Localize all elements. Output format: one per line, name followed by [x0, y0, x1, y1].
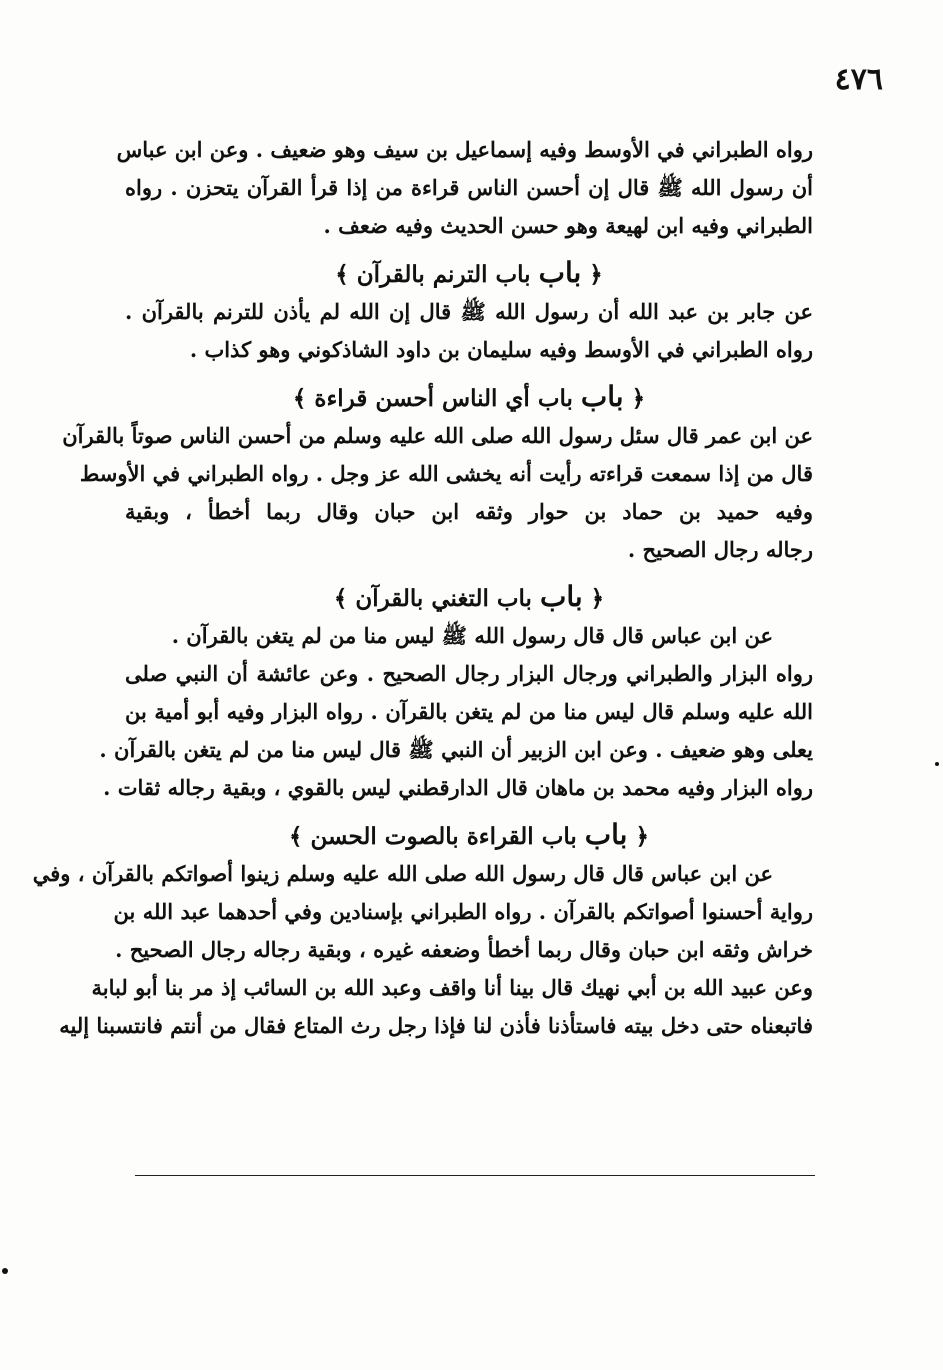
text-line: رواه الطبراني في الأوسط وفيه سليمان بن داود الشاذكوني وهو كذاب . [189, 337, 813, 362]
text-line: رواه البزار والطبراني ورجال البزار رجال الصحيح . وعن عائشة أن النبي صلى [125, 661, 813, 686]
section-sawt-hasan [32, 811, 813, 1049]
page-edge-mark [2, 1268, 8, 1274]
text-line: عن ابن عباس قال قال رسول الله صلى الله عليه وسلم زينوا أصواتكم بالقرآن ، وفي [32, 861, 773, 886]
section-ahsan-qiraa [62, 373, 813, 573]
text-line: وعن عبيد الله بن أبي نهيك قال بينا أنا واقف وعبد الله بن السائب إذ مر بنا أبو لبابة [91, 975, 813, 1000]
text-line: فاتبعناه حتى دخل بيته فاستأذنا فأذن لنا فإذا رجل رث المتاع فقال من أنتم فانتسبنا إليه [59, 1013, 813, 1038]
chapter-heading-bab: باب [580, 380, 624, 413]
page-edge-mark [935, 762, 939, 766]
text-line: رواه البزار وفيه محمد بن ماهان قال الدارقطني ليس بالقوي ، وبقية رجاله ثقات . [103, 775, 813, 800]
chapter-heading-title: باب التغني بالقرآن [355, 585, 532, 612]
text-line: يعلى وهو ضعيف . وعن ابن الزبير أن النبي ﷺ قال ليس منا من لم يتغن بالقرآن . [99, 737, 813, 762]
section-taghanni [99, 573, 813, 811]
text-line: أن رسول الله ﷺ قال إن أحسن الناس قراءة من إذا قرأ القرآن يتحزن . رواه [125, 175, 813, 200]
text-line: رجاله رجال الصحيح . [627, 537, 813, 562]
text-line: الطبراني وفيه ابن لهيعة وهو حسن الحديث وفيه ضعف . [323, 213, 813, 238]
chapter-heading: ﴿ باب باب القراءة بالصوت الحسن ﴾ [289, 818, 649, 851]
text-line: عن ابن عمر قال سئل رسول الله صلى الله عليه وسلم من أحسن الناس صوتاً بالقرآن [62, 423, 813, 448]
section-tarannum [125, 249, 813, 373]
divider-line [135, 1175, 815, 1176]
text-line: الله عليه وسلم قال ليس منا من لم يتغن بالقرآن . رواه البزار وفيه أبو أمية بن [125, 699, 813, 724]
text-line: عن ابن عباس قال قال رسول الله ﷺ ليس منا من لم يتغن بالقرآن . [171, 623, 773, 648]
chapter-heading-title: باب الترنم بالقرآن [356, 261, 531, 288]
chapter-heading: ﴿ باب باب التغني بالقرآن ﴾ [333, 580, 605, 613]
chapter-heading: ﴿ باب باب أي الناس أحسن قراءة ﴾ [292, 380, 646, 413]
chapter-heading-title: باب أي الناس أحسن قراءة [314, 385, 573, 412]
chapter-heading-bab: باب [538, 256, 582, 289]
text-line: وفيه حميد بن حماد بن حوار وثقه ابن حبان وقال ربما أخطأ ، وبقية [125, 499, 813, 524]
chapter-heading-bab: باب [584, 818, 628, 851]
text-line: رواه الطبراني في الأوسط وفيه إسماعيل بن سيف وهو ضعيف . وعن ابن عباس [116, 137, 813, 162]
page-number: ٤٧٦ [834, 62, 883, 97]
chapter-heading-bab: باب [539, 580, 583, 613]
text-line: خراش وثقه ابن حبان وقال ربما أخطأ وضعفه غيره ، وبقية رجاله رجال الصحيح . [115, 937, 813, 962]
text-line: عن جابر بن عبد الله أن رسول الله ﷺ قال إن الله لم يأذن للترنم بالقرآن . [125, 299, 813, 324]
chapter-heading-title: باب القراءة بالصوت الحسن [310, 823, 577, 850]
chapter-heading: ﴿ باب باب الترنم بالقرآن ﴾ [335, 256, 603, 289]
text-line: رواية أحسنوا أصواتكم بالقرآن . رواه الطبراني بإسنادين وفي أحدهما عبد الله بن [113, 899, 813, 924]
text-line: قال من إذا سمعت قراءته رأيت أنه يخشى الله عز وجل . رواه الطبراني في الأوسط [79, 461, 813, 486]
main-text [32, 135, 813, 1049]
section-intro [116, 135, 813, 249]
